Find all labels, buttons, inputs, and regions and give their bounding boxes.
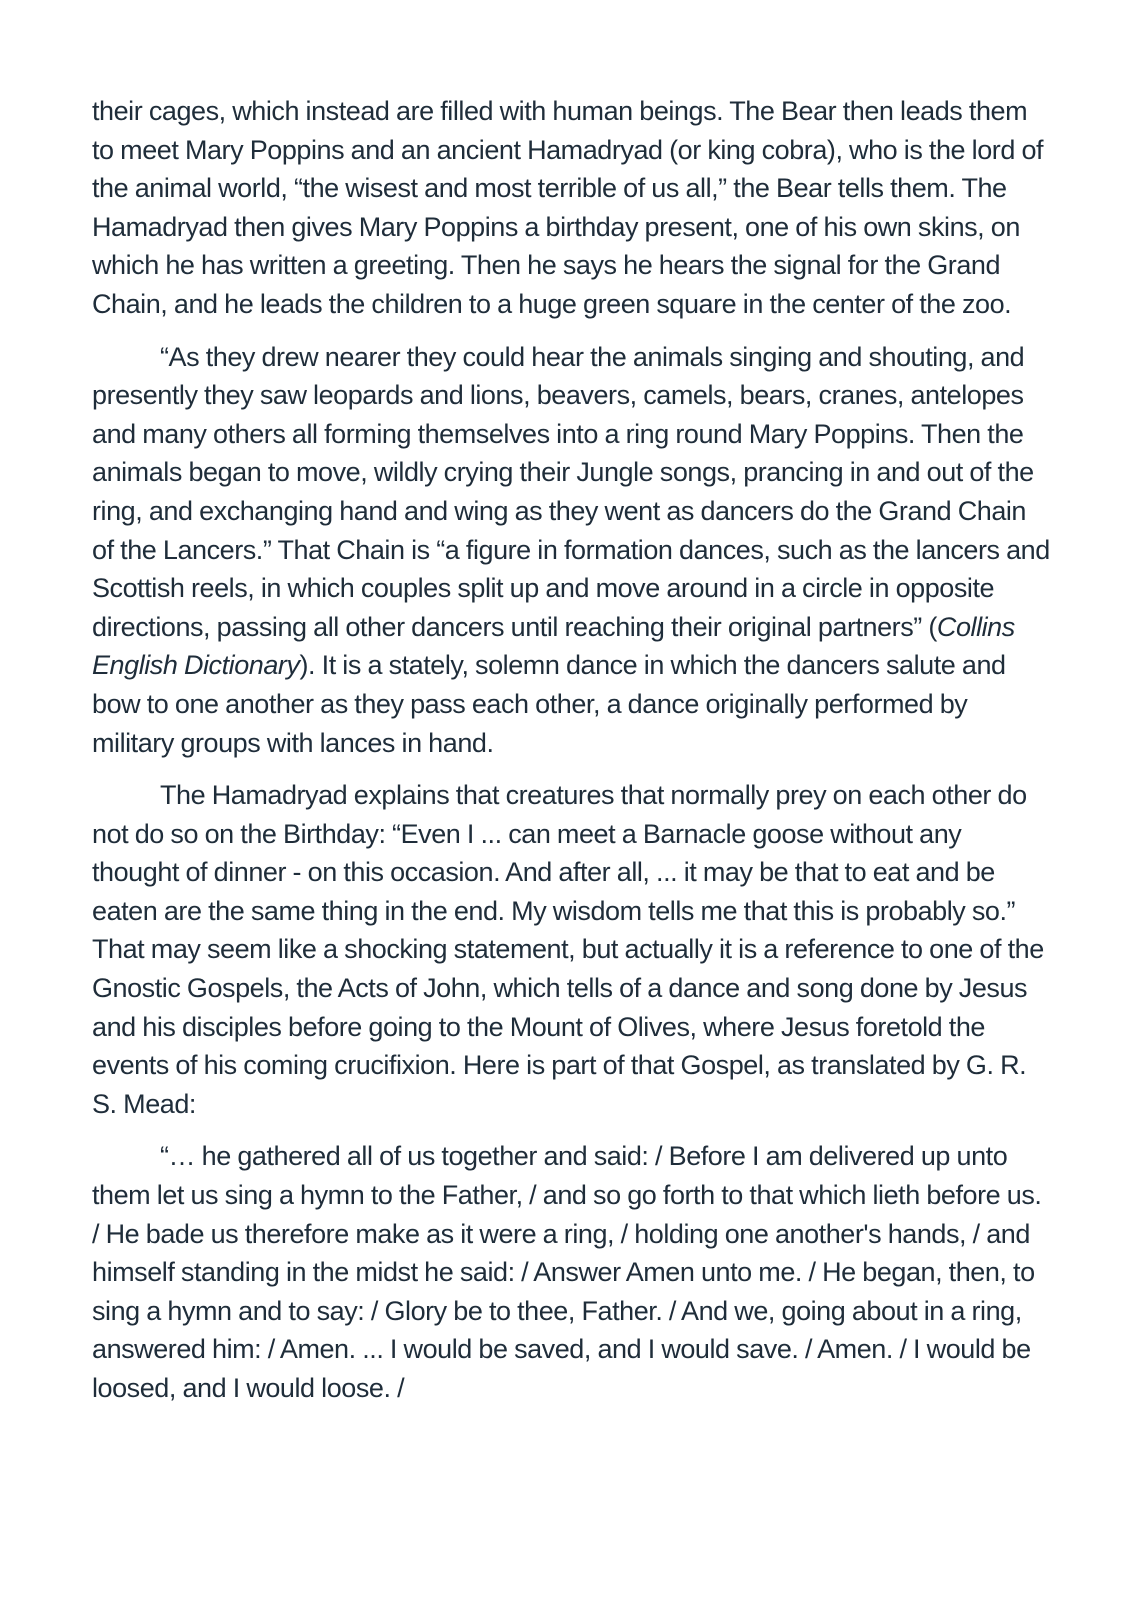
paragraph-4-text: “… he gathered all of us together and said: / Before I am delivered up unto them let us sing a hymn to the Father, / and so go forth to that which lieth before us. / He bade us therefore make as it were a ring, / holding one another's hands, / and himself standing in the midst he said: / Answer Amen unto me. / He began, then, to sing a hymn and to say: / Glory be to thee, Father. / And we, going about in a ring, answered him: / Amen. ... I would be saved, and I would save. / Amen. / I would be loosed, and I would loose. / — [92, 1141, 1042, 1403]
paragraph-3 — [92, 776, 1054, 1123]
document-page — [92, 92, 1054, 1422]
paragraph-4-quotation — [92, 1137, 1054, 1407]
paragraph-2-text-part-1: “As they drew nearer they could hear the animals singing and shouting, and presently they saw leopards and lions, beavers, camels, bears, cranes, antelopes and many others all forming themselves into a ring round Mary Poppins. Then the animals began to move, wildly crying their Jungle songs, prancing in and out of the ring, and exchanging hand and wing as they went as dancers do the Grand Chain of the Lancers.” That Chain is “a figure in formation dances, such as the lancers and Scottish reels, in which couples split up and move around in a circle in opposite directions, passing all other dancers until reaching their original partners” ( — [92, 341, 1050, 642]
paragraph-3-text: The Hamadryad explains that creatures that normally prey on each other do not do so on the Birthday: “Even I ... can meet a Barnacle goose without any thought of dinner - on this occasion. And after all, ... it may be that to eat and be eaten are the same thing in the end. My wisdom tells me that this is probably so.” That may seem like a shocking statement, but actually it is a reference to one of the Gnostic Gospels, the Acts of John, which tells of a dance and song done by Jesus and his disciples before going to the Mount of Olives, where Jesus foretold the events of his coming crucifixion. Here is part of that Gospel, as translated by G. R. S. Mead: — [92, 780, 1044, 1119]
paragraph-2-citation-title: Collins English Dictionary — [92, 611, 1015, 681]
paragraph-1 — [92, 92, 1054, 324]
paragraph-1-text: their cages, which instead are filled with human beings. The Bear then leads them to meet Mary Poppins and an ancient Hamadryad (or king cobra), who is the lord of the animal world, “the wisest and most terrible of us all,” the Bear tells them. The Hamadryad then gives Mary Poppins a birthday present, one of his own skins, on which he has written a greeting. Then he says he hears the signal for the Grand Chain, and he leads the children to a huge green square in the center of the zoo. — [92, 96, 1044, 319]
paragraph-2 — [92, 338, 1054, 763]
paragraph-2-text-part-2: ). It is a stately, solemn dance in which the dancers salute and bow to one another as they pass each other, a dance originally performed by military groups with lances in hand. — [92, 650, 1006, 758]
